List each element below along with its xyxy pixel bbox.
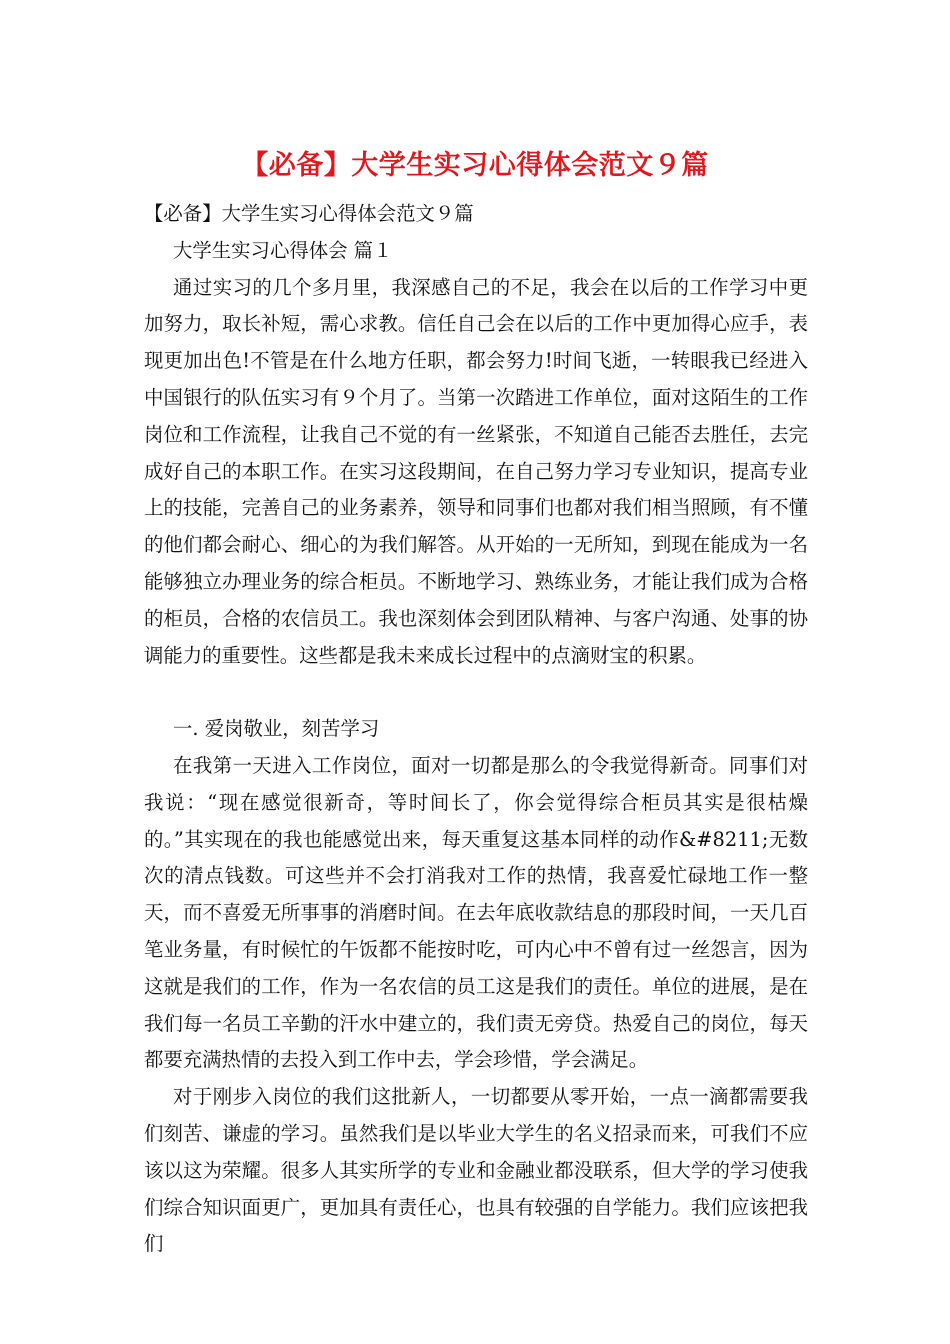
paragraph-2: 在我第一天进入工作岗位，面对一切都是那么的令我觉得新奇。同事们对我说：“现在感觉很新奇，等时间长了，你会觉得综合柜员其实是很枯燥的。”其实现在的我也能感觉出来，每天重复这基本同样的动作&#8211;无数次的清点钱数。可这些并不会打消我对工作的热情，我喜爱忙碌地工作一整天，而不喜爱无所事事的消磨时间。在去年底收款结息的那段时间，一天几百笔业务量，有时候忙的午饭都不能按时吃，可内心中不曾有过一丝怨言，因为这就是我们的工作，作为一名农信的员工这是我们的责任。单位的进展，是在我们每一名员工辛勤的汗水中建立的，我们责无旁贷。热爱自己的岗位，每天都要充满热情的去投入到工作中去，学会珍惜，学会满足。 <box>144 753 808 1072</box>
document-body <box>144 196 808 1263</box>
paragraph-1: 通过实习的几个多月里，我深感自己的不足，我会在以后的工作学习中更加努力，取长补短，需心求教。信任自己会在以后的工作中更加得心应手，表现更加出色!不管是在什么地方任职，都会努力!时间飞逝，一转眼我已经进入中国银行的队伍实习有９个月了。当第一次踏进工作单位，面对这陌生的工作岗位和工作流程，让我自己不觉的有一丝紧张，不知道自己能否去胜任，去完成好自己的本职工作。在实习这段期间，在自己努力学习专业知识，提高专业上的技能，完善自己的业务素养，领导和同事们也都对我们相当照顾，有不懂的他们都会耐心、细心的为我们解答。从开始的一无所知，到现在能成为一名能够独立办理业务的综合柜员。不断地学习、熟练业务，才能让我们成为合格的柜员，合格的农信员工。我也深刻体会到团队精神、与客户沟通、处事的协调能力的重要性。这些都是我未来成长过程中的点滴财宝的积累。 <box>144 275 808 667</box>
subheading-1: 一. 爱岗敬业，刻苦学习 <box>173 717 380 741</box>
section-heading: 大学生实习心得体会 篇１ <box>173 238 393 262</box>
paragraph-3: 对于刚步入岗位的我们这批新人，一切都要从零开始，一点一滴都需要我们刻苦、谦虚的学习。虽然我们是以毕业大学生的名义招录而来，可我们不应该以这为荣耀。很多人其实所学的专业和金融业都没联系，但大学的学习使我们综合知识面更广，更加具有责任心，也具有较强的自学能力。我们应该把我们 <box>144 1085 808 1256</box>
document-title: 【必备】大学生实习心得体会范文９篇 <box>241 150 709 181</box>
document-subtitle: 【必备】大学生实习心得体会范文９篇 <box>144 202 474 225</box>
paragraph-spacer <box>144 674 808 711</box>
